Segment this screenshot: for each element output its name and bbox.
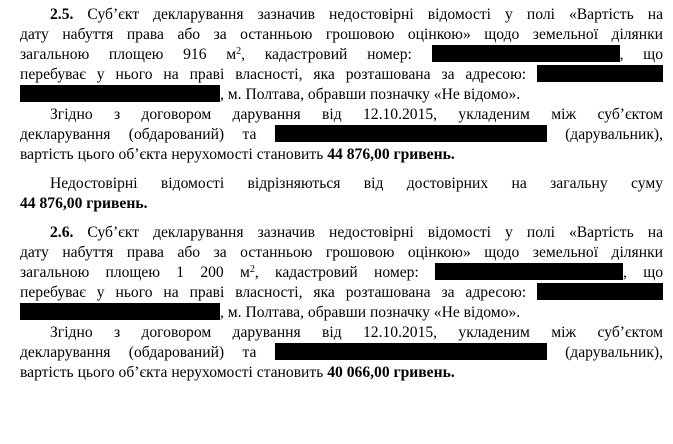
redacted-address: [20, 85, 220, 102]
area-superscript: 2: [236, 46, 242, 57]
text-fragment: Згідно з договором дарування від 12.10.2015, укладеним між суб’єктом: [50, 324, 663, 341]
text-fragment: вартість цього об’єкта нерухомості становить: [20, 364, 328, 381]
section-line: [20, 25, 663, 45]
section-line: [20, 343, 663, 363]
section-line: [20, 85, 663, 105]
section-line: [20, 174, 663, 194]
section-line: [20, 145, 663, 165]
section-2-6: [20, 223, 663, 383]
text-fragment: (дарувальник),: [565, 344, 664, 361]
difference-paragraph: [20, 174, 663, 214]
text-fragment: .: [450, 146, 455, 163]
redacted-donor-name: [275, 343, 547, 360]
text-fragment: Недостовірні відомості відрізняються від достовірних на загальну суму: [50, 175, 663, 192]
text-fragment: .: [143, 195, 148, 212]
text-fragment: (дарувальник),: [565, 126, 664, 143]
section-line: [20, 65, 663, 85]
text-fragment: Суб’єкт декларування зазначив недостовірні відомості у полі «Вартість на: [73, 224, 663, 241]
section-2-5: [20, 5, 663, 165]
text-fragment: , м. Полтава, обравши позначку «Не відомо».: [220, 304, 521, 321]
text-fragment: Суб’єкт декларування зазначив недостовірні відомості у полі «Вартість на: [73, 6, 663, 23]
section-line: [20, 283, 663, 303]
text-fragment: , що: [619, 46, 663, 63]
redacted-address: [537, 283, 663, 300]
section-number: 2.5.: [50, 6, 74, 23]
redacted-address: [537, 65, 663, 82]
text-fragment: .: [450, 364, 455, 381]
section-line: [20, 125, 663, 145]
section-line: [20, 5, 663, 25]
redacted-donor-name: [275, 125, 547, 142]
text-fragment: перебуває у нього на праві власності, яка розташована за адресою:: [20, 284, 527, 301]
section-line: [20, 223, 663, 243]
text-fragment: , кадастровий номер:: [254, 264, 419, 281]
text-fragment: , м. Полтава, обравши позначку «Не відомо».: [220, 86, 521, 103]
area-text: загальною площею 1 200 м: [20, 264, 250, 281]
text-fragment: декларування (обдарований) та: [20, 344, 257, 361]
text-fragment: декларування (обдарований) та: [20, 126, 257, 143]
section-line: [20, 323, 663, 343]
area-superscript: 2: [249, 264, 255, 275]
text-fragment: дату набуття права або за останньою грошовою оцінкою» щодо земельної ділянки: [20, 26, 663, 43]
document-page: [20, 5, 663, 383]
section-line: [20, 194, 663, 214]
text-fragment: , кадастровий номер:: [241, 46, 412, 63]
section-line: [20, 243, 663, 263]
section-line: [20, 303, 663, 323]
text-fragment: вартість цього об’єкта нерухомості становить: [20, 146, 328, 163]
redacted-cadastral-number: [435, 263, 623, 280]
area-text: загальною площею 916 м: [20, 46, 237, 63]
redacted-cadastral-number: [432, 45, 620, 62]
section-line: [20, 105, 663, 125]
section-line: [20, 263, 663, 283]
property-value: 40 066,00 гривень: [327, 364, 451, 381]
text-fragment: , що: [623, 264, 664, 281]
section-line: [20, 45, 663, 65]
property-value: 44 876,00 гривень: [327, 146, 451, 163]
text-fragment: дату набуття права або за останньою грошовою оцінкою» щодо земельної ділянки: [20, 244, 663, 261]
text-fragment: перебуває у нього на праві власності, яка розташована за адресою:: [20, 66, 527, 83]
redacted-address: [20, 303, 220, 320]
difference-amount: 44 876,00 гривень: [20, 195, 144, 212]
text-fragment: Згідно з договором дарування від 12.10.2015, укладеним між суб’єктом: [50, 106, 663, 123]
section-line: [20, 363, 663, 383]
section-number: 2.6.: [50, 224, 74, 241]
